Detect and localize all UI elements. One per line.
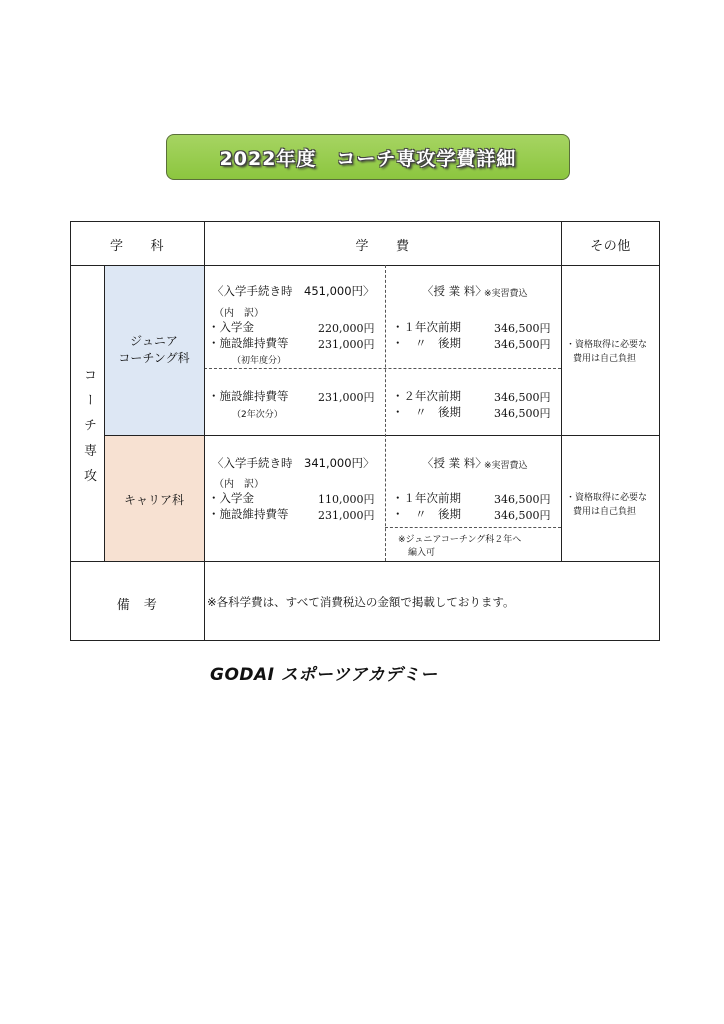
major-label: コ ー チ 専 攻	[81, 368, 96, 486]
career-transfer-note-line2: 編入可	[408, 548, 436, 558]
godai-logo: GODAI スポーツアカデミー	[210, 665, 438, 685]
career-y1-first-amount: 346,500円	[494, 493, 551, 506]
junior-y2-first-amount: 346,500円	[494, 391, 551, 404]
career-other-line2: 費用は自己負担	[573, 507, 637, 517]
remarks-divider	[70, 561, 660, 562]
junior-y2-facility-amount: 231,000円	[318, 391, 375, 404]
remarks-text: ※各科学費は、すべて消費税込の金額で掲載しております。	[207, 595, 515, 609]
junior-other-line1: ・資格取得に必要な	[566, 340, 648, 350]
career-breakdown-label: （内 訳）	[214, 479, 264, 490]
junior-breakdown-label: （内 訳）	[214, 308, 264, 319]
career-y1-second-label: ・ 〃 後期	[392, 507, 461, 521]
header-divider	[70, 265, 660, 266]
career-tuition-header: 〈授 業 料〉	[422, 456, 487, 470]
junior-first-year-note: （初年度分）	[232, 356, 287, 366]
junior-entrance-label: ・入学金	[208, 320, 254, 334]
page-title: 2022年度 コーチ専攻学費詳細	[219, 147, 517, 170]
junior-tuition-note: ※実習費込	[484, 289, 528, 299]
junior-year-divider	[204, 368, 561, 369]
career-y1-second-amount: 346,500円	[494, 509, 551, 522]
career-admission-header: 〈入学手続き時 341,000円〉	[212, 456, 375, 470]
career-note-divider	[385, 527, 561, 528]
header-fees: 学 費	[355, 239, 410, 254]
other-divider	[561, 221, 562, 561]
career-tuition-note: ※実習費込	[484, 461, 528, 471]
junior-y2-note: （2年次分）	[232, 410, 283, 420]
title-banner	[166, 134, 570, 180]
career-entrance-label: ・入学金	[208, 491, 254, 505]
junior-entrance-amount: 220,000円	[318, 322, 375, 335]
department-divider	[204, 221, 205, 641]
junior-y1-first-amount: 346,500円	[494, 322, 551, 335]
career-department-name: キャリア科	[123, 493, 184, 507]
junior-tuition-header: 〈授 業 料〉	[422, 284, 487, 298]
career-facility-label: ・施設維持費等	[208, 507, 289, 521]
fee-column-divider	[385, 265, 386, 561]
junior-y1-second-label: ・ 〃 後期	[392, 336, 461, 350]
junior-y1-first-label: ・１年次前期	[392, 320, 461, 334]
junior-y2-first-label: ・２年次前期	[392, 389, 461, 403]
career-facility-amount: 231,000円	[318, 509, 375, 522]
junior-admission-header: 〈入学手続き時 451,000円〉	[212, 284, 375, 298]
career-y1-first-label: ・１年次前期	[392, 491, 461, 505]
junior-other-line2: 費用は自己負担	[573, 354, 637, 364]
career-transfer-note-line1: ※ジュニアコーチング科２年へ	[398, 535, 522, 545]
junior-y1-second-amount: 346,500円	[494, 338, 551, 351]
junior-department-name: ジュニア コーチング科	[118, 334, 190, 365]
header-other: その他	[590, 239, 631, 254]
junior-career-divider	[104, 435, 660, 436]
header-department: 学 科	[109, 239, 164, 254]
career-entrance-amount: 110,000円	[318, 493, 375, 506]
major-divider	[104, 265, 105, 561]
career-other-line1: ・資格取得に必要な	[566, 493, 648, 503]
junior-y2-facility-label: ・施設維持費等	[208, 389, 289, 403]
junior-y2-second-label: ・ 〃 後期	[392, 405, 461, 419]
remarks-label: 備 考	[116, 598, 158, 613]
junior-y2-second-amount: 346,500円	[494, 407, 551, 420]
junior-facility-label: ・施設維持費等	[208, 336, 289, 350]
junior-facility-amount: 231,000円	[318, 338, 375, 351]
